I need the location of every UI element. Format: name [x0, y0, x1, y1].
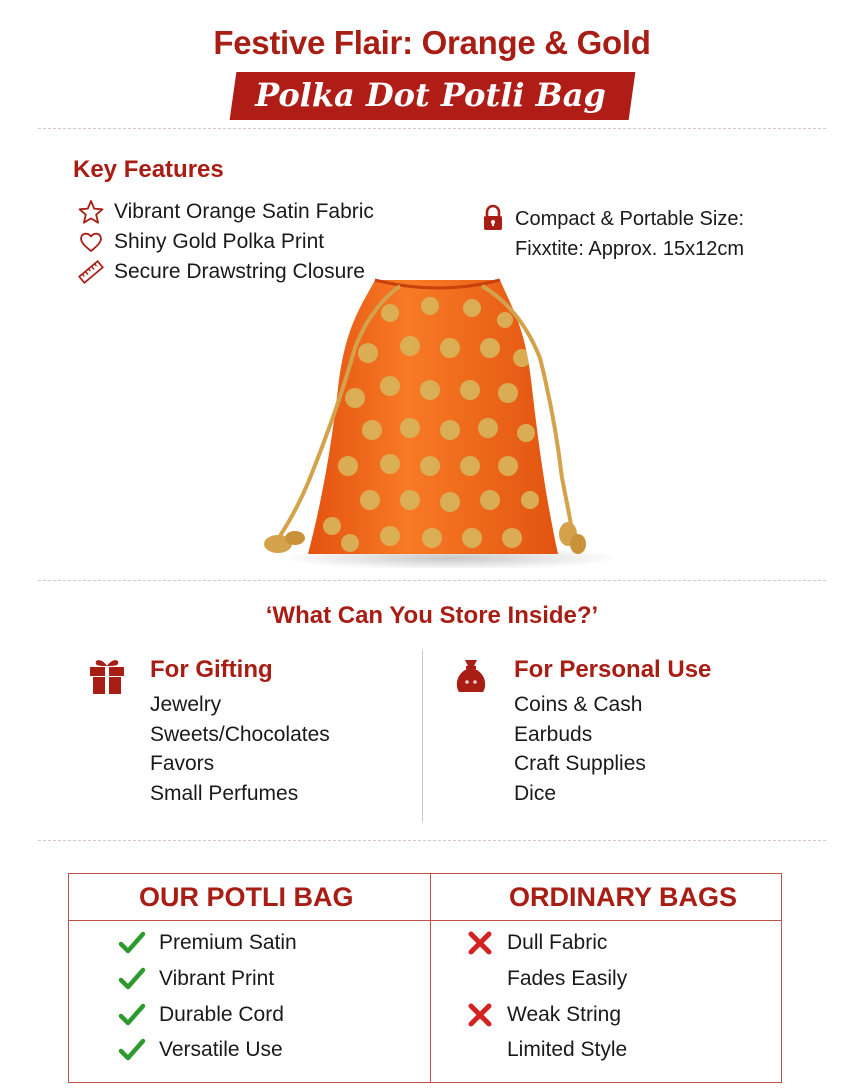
ordinary-row	[465, 964, 627, 994]
ours-label: Durable Cord	[159, 1003, 284, 1026]
ordinary-row	[465, 1000, 621, 1030]
potli-bag-image	[250, 268, 640, 568]
comparison-separator	[430, 874, 431, 1082]
ruler-icon	[78, 259, 104, 285]
ordinary-label: Weak String	[507, 1003, 621, 1026]
banner-box	[229, 72, 634, 120]
ours-label: Vibrant Print	[159, 967, 275, 990]
page-title: Festive Flair: Orange & Gold	[213, 24, 651, 61]
lock-icon	[481, 204, 505, 232]
list-item: Craft Supplies	[514, 752, 646, 775]
ours-row	[117, 928, 297, 958]
ordinary-label: Fades Easily	[507, 967, 628, 990]
gifting-title: For Gifting	[150, 656, 273, 683]
divider-middle	[38, 580, 826, 581]
star-icon	[78, 199, 104, 225]
comparison-table	[68, 873, 782, 1083]
banner	[0, 72, 864, 120]
no-mark	[465, 1035, 495, 1065]
check-icon	[117, 928, 147, 958]
personal-title: For Personal Use	[514, 656, 712, 683]
feature-label: Secure Drawstring Closure	[114, 260, 365, 283]
size-line2: Fixxtite: Approx. 15x12cm	[515, 238, 744, 260]
divider-top	[38, 128, 826, 129]
feature-label: Shiny Gold Polka Print	[114, 230, 325, 253]
list-item: Coins & Cash	[514, 693, 643, 716]
divider-bottom	[38, 840, 826, 841]
list-item: Jewelry	[150, 693, 222, 716]
feature-item	[78, 228, 324, 256]
cross-icon	[465, 928, 495, 958]
feature-item	[78, 198, 374, 226]
banner-text: Polka Dot Potli Bag	[254, 76, 606, 114]
pouch-icon	[452, 656, 490, 696]
list-item: Earbuds	[514, 722, 593, 746]
list-item: Dice	[514, 781, 557, 805]
list-item: Small Perfumes	[150, 781, 299, 805]
ours-label: Premium Satin	[159, 931, 297, 954]
heart-icon	[78, 229, 104, 255]
gifting-list	[150, 690, 330, 808]
list-item: Favors	[150, 752, 215, 775]
size-line1: Compact & Portable Size:	[515, 208, 744, 230]
check-icon	[117, 1035, 147, 1065]
check-icon	[117, 1000, 147, 1030]
ours-row	[117, 964, 274, 994]
ours-title: OUR POTLI BAG	[139, 882, 354, 912]
ours-row	[117, 1000, 284, 1030]
feature-label: Vibrant Orange Satin Fabric	[114, 200, 374, 223]
cross-icon	[465, 1000, 495, 1030]
ours-row	[117, 1035, 283, 1065]
ordinary-label: Dull Fabric	[507, 931, 608, 954]
personal-list	[514, 690, 646, 808]
no-mark	[465, 964, 495, 994]
ordinary-label: Limited Style	[507, 1038, 628, 1061]
feature-size	[481, 204, 744, 264]
ours-label: Versatile Use	[159, 1038, 283, 1061]
store-title: ‘What Can You Store Inside?’	[265, 602, 599, 629]
column-separator	[422, 650, 423, 822]
check-icon	[117, 964, 147, 994]
key-features-title: Key Features	[73, 156, 224, 183]
list-item: Sweets/Chocolates	[150, 722, 330, 746]
gift-icon	[88, 656, 126, 696]
ordinary-row	[465, 1035, 627, 1065]
ordinary-row	[465, 928, 607, 958]
ordinary-title: ORDINARY BAGS	[509, 882, 738, 912]
